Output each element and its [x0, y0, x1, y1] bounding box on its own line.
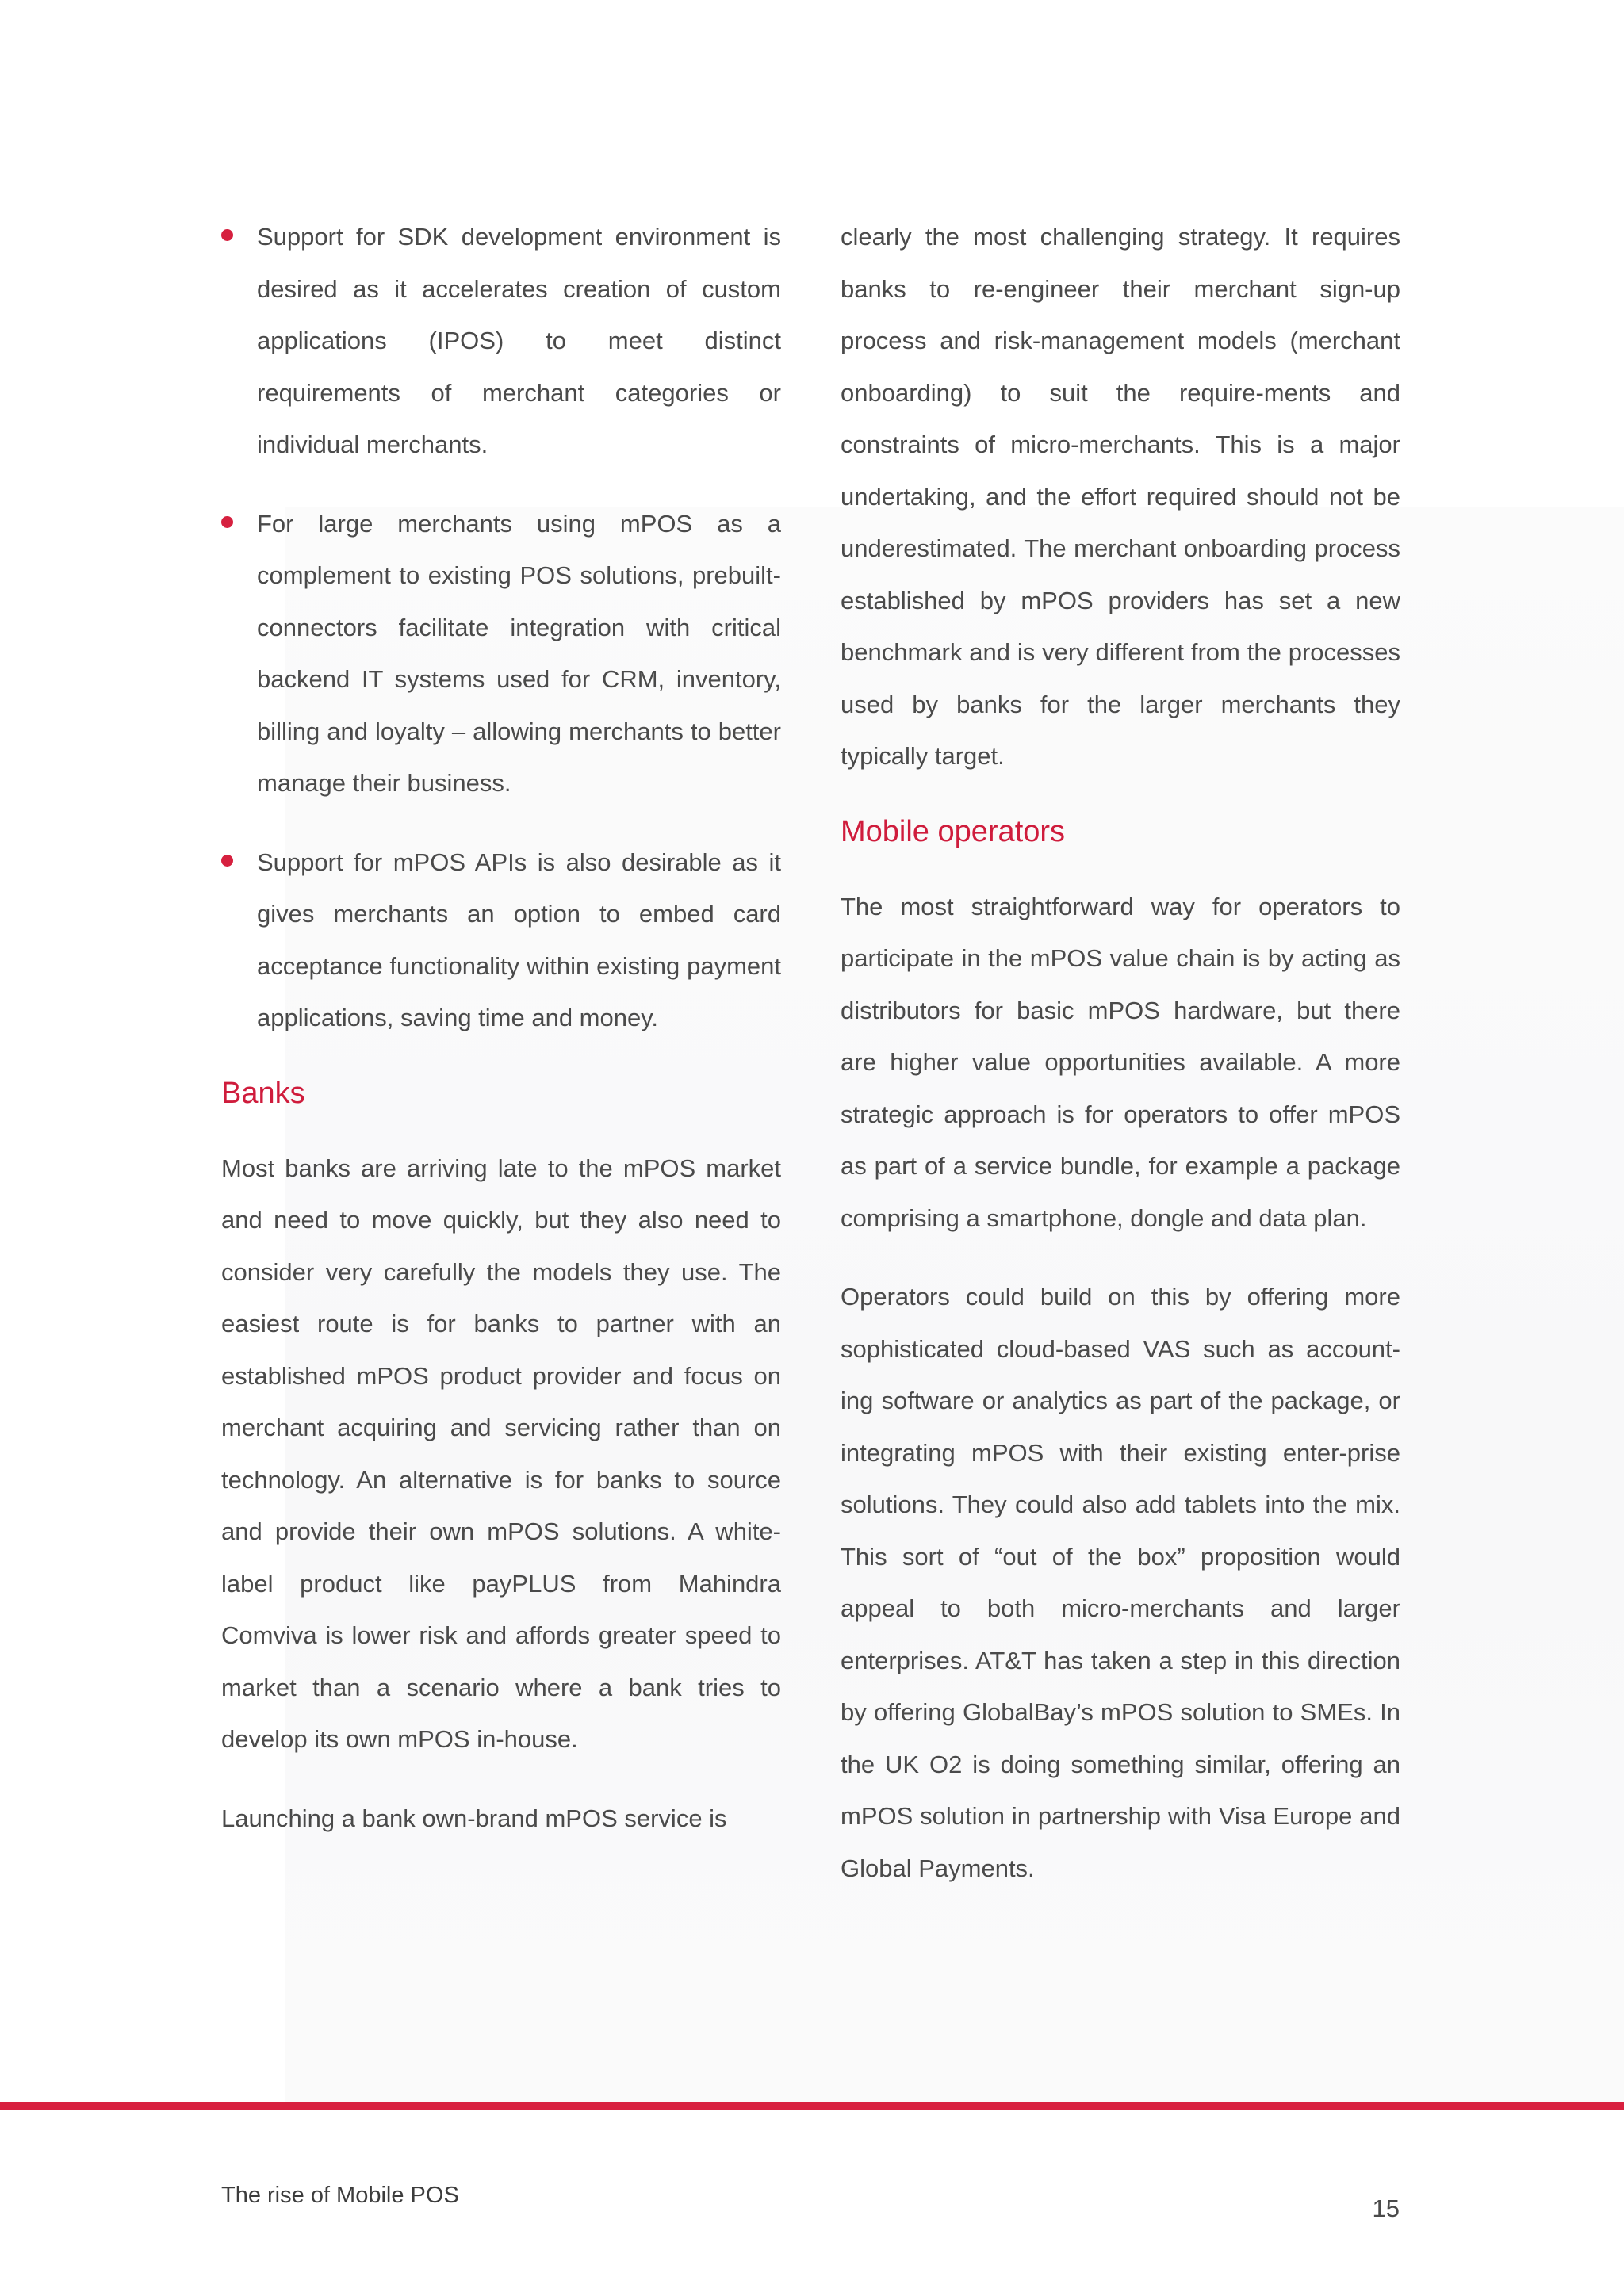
bullet-text: Support for mPOS APIs is also desirable as it gives merchants an option to embed card acceptance functionality within existing payment applications, saving time and money.: [257, 848, 781, 1031]
bullet-text: For large merchants using mPOS as a complement to existing POS solutions, prebuilt-connectors facilitate integration with critical backend IT systems used for CRM, inventory, billing and loyalty – allowing merchants to better manage their business.: [257, 509, 781, 797]
right-column: [841, 211, 1400, 1921]
bullet-item: [221, 498, 781, 809]
bullet-dot-icon: [221, 229, 233, 241]
bullet-text: Support for SDK development environment is desired as it accelerates creation of custom applications (IPOS) to meet distinct requirements of merchant categories or individual merchants.: [257, 223, 781, 458]
mobile-operators-paragraph: Operators could build on this by offering more sophisticated cloud-based VAS such as account-ing software or analytics as part of the package, or integrating mPOS with their existing enter-prise solutions. They could also add tablets into the mix. This sort of “out of the box” proposition would appeal to both micro-merchants and larger enterprises. AT&T has taken a step in this direction by offering GlobalBay’s mPOS solution to SMEs. In the UK O2 is doing something similar, offering an mPOS solution in partnership with Visa Europe and Global Payments.: [841, 1283, 1400, 1882]
footer-divider: [0, 2102, 1624, 2110]
bullet-dot-icon: [221, 516, 233, 528]
bullet-item: [221, 836, 781, 1044]
bullet-item: [221, 211, 781, 471]
mobile-operators-paragraph: The most straightforward way for operators to participate in the mPOS value chain is by acting as distributors for basic mPOS hardware, but there are higher value opportunities available. A more strategic approach is for operators to offer mPOS as part of a service bundle, for example a package comprising a smartphone, dongle and data plan.: [841, 892, 1400, 1232]
feature-bullet-list: [221, 211, 781, 1044]
footer-document-title: The rise of Mobile POS: [221, 2183, 459, 2208]
banks-paragraph: Launching a bank own-brand mPOS service is: [221, 1804, 727, 1832]
continued-paragraph: clearly the most challenging strategy. It requires banks to re-engineer their merchant sign-up process and risk-management models (merchant onboarding) to suit the require-ments and constraints of micro-merchants. This is a major undertaking, and the effort required should not be underestimated. The merchant onboarding process established by mPOS providers has set a new benchmark and is very different from the processes used by banks for the larger merchants they typically target.: [841, 223, 1400, 770]
page-number: 15: [1372, 2195, 1400, 2222]
bullet-dot-icon: [221, 855, 233, 867]
left-column: [221, 211, 781, 1871]
mobile-operators-heading: Mobile operators: [841, 814, 1066, 848]
banks-paragraph: Most banks are arriving late to the mPOS market and need to move quickly, but they also need to consider very carefully the models they use. The easiest route is for banks to partner with an established mPOS product provider and focus on merchant acquiring and servicing rather than on technology. An alternative is for banks to source and provide their own mPOS solutions. A white-label product like payPLUS from Mahindra Comviva is lower risk and affords greater speed to market than a scenario where a bank tries to develop its own mPOS in-house.: [221, 1154, 781, 1753]
banks-heading: Banks: [221, 1076, 305, 1110]
